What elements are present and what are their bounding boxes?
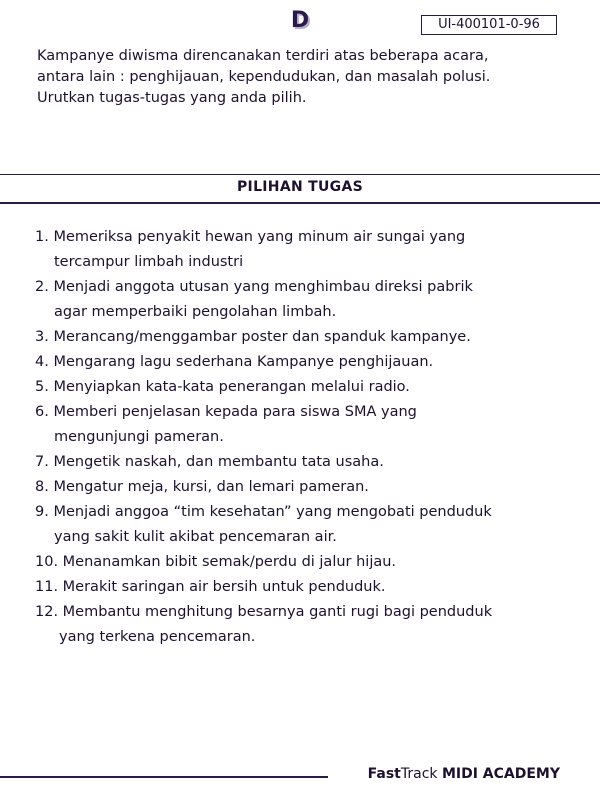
- list-item: [35, 225, 580, 275]
- task-line: 6. Memberi penjelasan kepada para siswa SMA yang: [35, 404, 417, 420]
- task-line: mengunjungi pameran.: [54, 429, 224, 445]
- list-item: [35, 575, 580, 600]
- task-line: 12. Membantu menghitung besarnya ganti rugi bagi penduduk: [35, 604, 493, 620]
- list-item: [35, 350, 580, 375]
- list-item: [35, 550, 580, 575]
- list-item: [35, 475, 580, 500]
- list-item: [35, 500, 580, 550]
- brand-fast: Fast: [367, 766, 401, 782]
- intro-line: antara lain : penghijauan, kependudukan, dan masalah polusi.: [37, 69, 491, 85]
- section-top-divider: [0, 174, 600, 175]
- page-letter: D: [290, 8, 310, 33]
- list-item: [35, 325, 580, 350]
- task-line: 2. Menjadi anggota utusan yang menghimbau direksi pabrik: [35, 279, 473, 295]
- brand-track: Track: [400, 766, 438, 782]
- list-item: [35, 600, 580, 650]
- task-line: 5. Menyiapkan kata-kata penerangan melalui radio.: [35, 379, 410, 395]
- task-list: [35, 225, 580, 650]
- task-line: agar memperbaiki pengolahan limbah.: [54, 304, 337, 320]
- task-line: 10. Menanamkan bibit semak/perdu di jalur hijau.: [35, 554, 397, 570]
- task-line: 8. Mengatur meja, kursi, dan lemari pameran.: [35, 479, 369, 495]
- task-line: 9. Menjadi anggoa “tim kesehatan” yang mengobati penduduk: [35, 504, 492, 520]
- list-item: [35, 450, 580, 475]
- list-item: [35, 275, 580, 325]
- intro-line: Kampanye diwisma direncanakan terdiri atas beberapa acara,: [37, 48, 489, 64]
- task-line: 3. Merancang/menggambar poster dan spanduk kampanye.: [35, 329, 471, 345]
- task-line: yang terkena pencemaran.: [59, 629, 256, 645]
- document-code: UI-400101-0-96: [421, 15, 557, 35]
- footer-brand: [368, 766, 560, 782]
- task-line: tercampur limbah industri: [54, 254, 244, 270]
- list-item: [35, 400, 580, 450]
- section-bottom-divider: [0, 202, 600, 204]
- task-line: 11. Merakit saringan air bersih untuk penduduk.: [35, 579, 386, 595]
- list-item: [35, 375, 580, 400]
- task-line: yang sakit kulit akibat pencemaran air.: [54, 529, 337, 545]
- intro-line: Urutkan tugas-tugas yang anda pilih.: [37, 90, 307, 106]
- section-title: PILIHAN TUGAS: [237, 179, 363, 195]
- task-line: 7. Mengetik naskah, dan membantu tata usaha.: [35, 454, 384, 470]
- brand-academy: MIDI ACADEMY: [441, 766, 560, 782]
- intro-paragraph: [37, 46, 577, 109]
- task-line: 1. Memeriksa penyakit hewan yang minum air sungai yang: [35, 229, 466, 245]
- footer-divider: [0, 776, 328, 778]
- task-line: 4. Mengarang lagu sederhana Kampanye penghijauan.: [35, 354, 434, 370]
